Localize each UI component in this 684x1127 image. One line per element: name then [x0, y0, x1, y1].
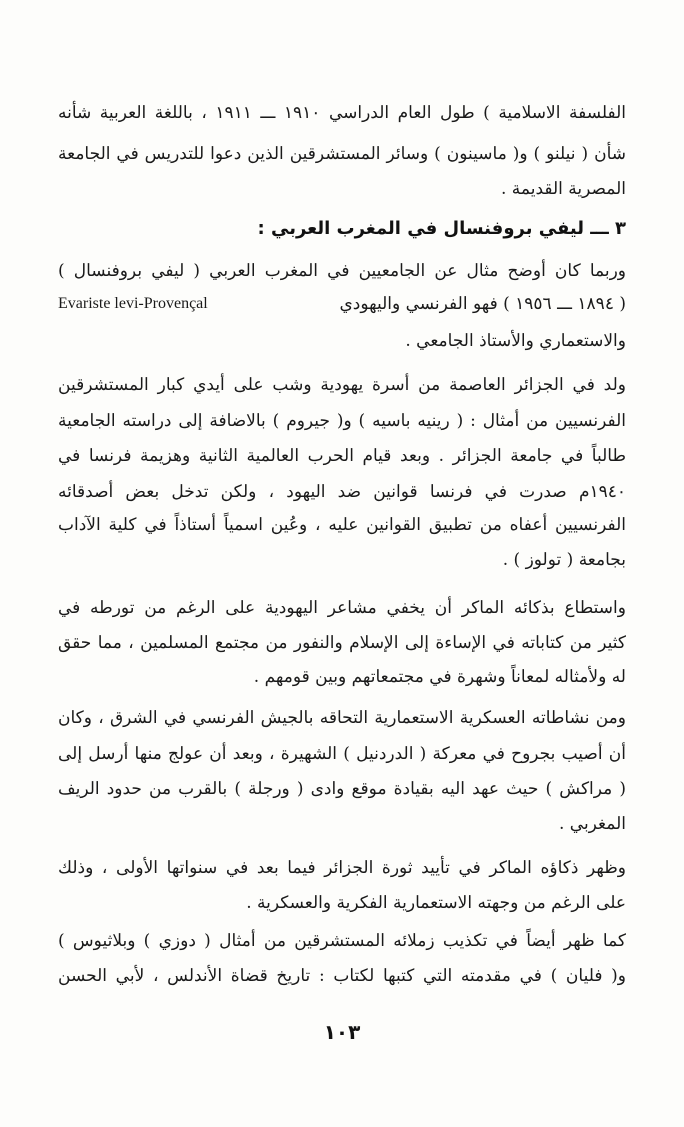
text-line: طالباً في جامعة الجزائر . وبعد قيام الحرب العالمية الثانية وهزيمة فرنسا في — [58, 446, 626, 466]
page-number: ١٠٣ — [323, 1020, 361, 1044]
text-line: أن أصيب بجروح في معركة ( الدردنيل ) الشهيرة ، وبعد أن عولج منها أرسل إلى — [58, 744, 626, 764]
text-line: الفلسفة الاسلامية ) طول العام الدراسي ١٩١٠ ـــ ١٩١١ ، باللغة العربية شأنه — [58, 103, 626, 123]
text-line: ولد في الجزائر العاصمة من أسرة يهودية وشب على أيدي كبار المستشرقين — [58, 375, 626, 395]
text-line: ومن نشاطاته العسكرية الاستعمارية التحاقه بالجيش الفرنسي في الشرق ، وكان — [58, 708, 626, 728]
text-line: له ولأمثاله لمعاناً وشهرة في مجتمعاتهم وبين قومهم . — [253, 667, 626, 687]
text-line: وظهر ذكاؤه الماكر في تأييد ثورة الجزائر فيما بعد في سنواتها الأولى ، وذلك — [58, 858, 626, 878]
text-line: والاستعماري والأستاذ الجامعي . — [405, 331, 626, 351]
section-heading: ٣ ـــ ليفي بروفنسال في المغرب العربي : — [257, 218, 626, 239]
text-line: كثير من كتاباته في الإساءة إلى الإسلام والنفور من مجتمع المسلمين ، مما حقق — [58, 633, 626, 653]
text-line: ( مراكش ) حيث عهد اليه بقيادة موقع وادى ( ورجلة ) بالقرب من حدود الريف — [58, 779, 626, 799]
text-line: الفرنسيين أعفاه من تطبيق القوانين عليه ، وعُين اسمياً أستاذاً في كلية الآداب — [58, 515, 626, 535]
text-line: المصرية القديمة . — [500, 179, 626, 199]
mixed-text-line — [58, 291, 626, 317]
text-line: ١٩٤٠م صدرت في فرنسا قوانين ضد اليهود ، ولكن تدخل بعض أصدقائه — [58, 482, 626, 502]
text-line: و( فليان ) في مقدمته التي كتبها لكتاب : تاريخ قضاة الأندلس ، لأبي الحسن — [58, 966, 626, 986]
text-fragment: ( ١٨٩٤ ـــ ١٩٥٦ ) فهو الفرنسي واليهودي — [339, 294, 626, 314]
text-line: واستطاع بذكائه الماكر أن يخفي مشاعر اليهودية على الرغم من تورطه في — [58, 598, 626, 618]
latin-name: Evariste levi-Provençal — [58, 295, 208, 312]
text-line: الفرنسيين من أمثال : ( رينيه باسيه ) و( جيروم ) بالاضافة إلى دراسته الجامعية — [58, 411, 626, 431]
text-line: على الرغم من وجهته الاستعمارية الفكرية والعسكرية . — [246, 893, 626, 913]
text-line: بجامعة ( تولوز ) . — [502, 550, 626, 570]
text-line: وربما كان أوضح مثال عن الجامعيين في المغرب العربي ( ليفي بروفنسال ) — [58, 261, 626, 281]
text-line: كما ظهر أيضاً في تكذيب زملائه المستشرقين من أمثال ( دوزي ) وبلاثيوس ) — [58, 931, 626, 951]
text-line: المغربي . — [558, 814, 626, 834]
text-line: شأن ( نيلنو ) و( ماسينون ) وسائر المستشرقين الذين دعوا للتدريس في الجامعة — [58, 144, 626, 164]
